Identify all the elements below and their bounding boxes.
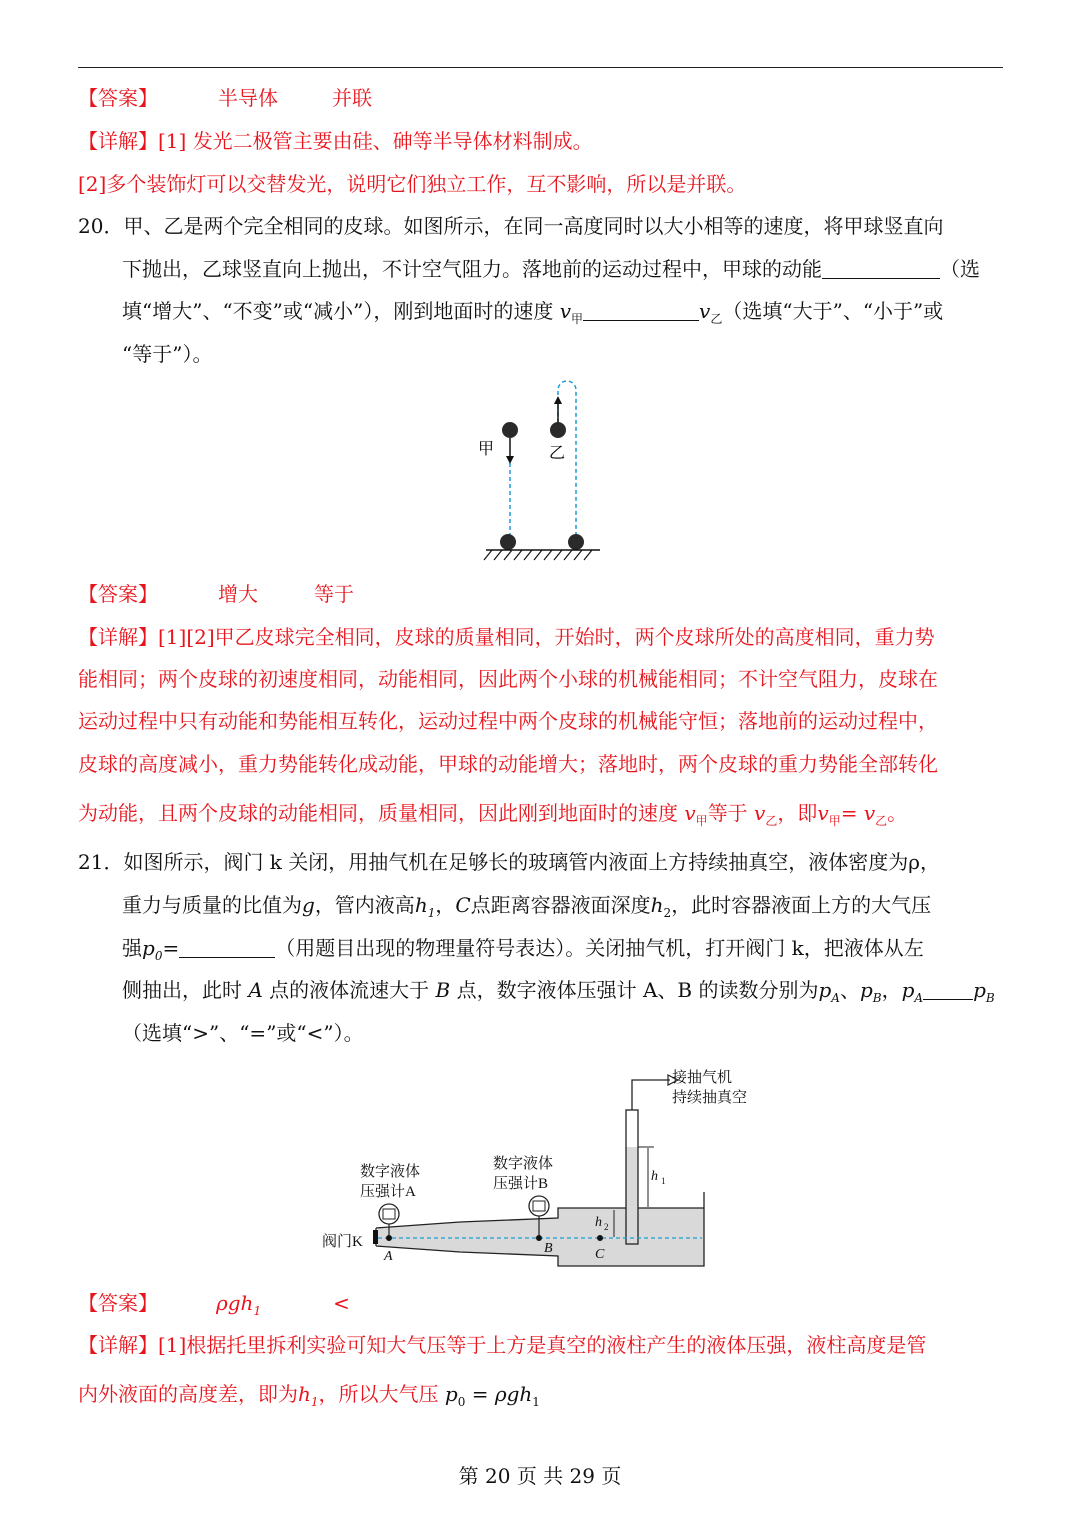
valve-label: 阀门K [322, 1234, 363, 1250]
q20-text-2: 下抛出，乙球竖直向上抛出，不计空气阻力。落地前的运动过程中，甲球的动能 （选 [122, 257, 980, 281]
question-text: 如图所示，阀门 k 关闭，用抽气机在足够长的玻璃管内液面上方持续抽真空，液体密度为ρ， [123, 850, 941, 874]
q20-text-1 [78, 212, 943, 240]
q19-detail-1 [78, 127, 593, 155]
gauge-a-label-1: 数字液体 [360, 1164, 421, 1180]
answer-value: 半导体 [218, 86, 278, 110]
gauge-b-label-1: 数字液体 [493, 1156, 554, 1172]
q20-detail-4: 皮球的高度减小，重力势能转化成动能，甲球的动能增大；落地时，两个皮球的重力势能全部转化 [78, 752, 938, 776]
h1-label: h [651, 1169, 658, 1184]
detail-text: [1][2]甲乙皮球完全相同，皮球的质量相同，开始时，两个皮球所处的高度相同，重力势 [158, 625, 935, 649]
point-c-label: C [595, 1247, 605, 1262]
svg-text:2: 2 [604, 1222, 609, 1232]
answer-value: 增大 [218, 582, 258, 606]
jia-ball-ground [500, 534, 516, 550]
q20-answer [78, 580, 354, 608]
q19-detail-2: [2]多个装饰灯可以交替发光，说明它们独立工作，互不影响，所以是并联。 [78, 172, 747, 196]
tube-liquid [626, 1147, 638, 1208]
ground-hatch [484, 550, 592, 560]
q20-detail-1 [78, 623, 935, 651]
q21-text-5: （选填“>”、“=”或“<”）。 [122, 1021, 364, 1045]
detail-text: [1] 发光二极管主要由硅、砷等半导体材料制成。 [158, 129, 593, 153]
yi-ball-start [550, 422, 566, 438]
answer-blank [822, 258, 940, 279]
q20-detail-3: 运动过程中只有动能和势能相互转化，运动过程中两个皮球的机械能守恒；落地前的运动过程中， [78, 709, 938, 733]
answer-tag: 【答案】 [78, 1291, 158, 1315]
yi-ball-ground [568, 534, 584, 550]
h2-label: h [595, 1215, 602, 1230]
answer-value: < [333, 1291, 350, 1315]
valve-k [373, 1230, 378, 1244]
detail-tag: 【详解】 [78, 129, 158, 153]
pump-label-2: 持续抽真空 [672, 1090, 748, 1106]
q20-text-3: 填“增大”、“不变”或“减小”），刚到地面时的速度 $v_甲$ $v_乙$（选填“大于”、“小于”或 [122, 299, 944, 326]
fig-label-yi: 乙 [549, 445, 566, 462]
jia-ball-start [502, 422, 518, 438]
q21-text-1 [78, 848, 940, 876]
q20-detail-5: 为动能，且两个皮球的动能相同，质量相同，因此刚到地面时的速度 $v_甲$等于 $v_乙$，即$v_甲= v_乙$。 [78, 801, 908, 828]
fig-label-jia: 甲 [478, 441, 495, 458]
detail-tag: 【详解】 [78, 1333, 158, 1357]
answer-blank [583, 300, 699, 321]
q19-answer [78, 84, 372, 112]
answer-value: 等于 [314, 582, 354, 606]
answer-blank [179, 937, 275, 958]
q21-text-3: 强$p_0=$ （用题目出现的物理量符号表达）。关闭抽气机，打开阀门 k，把液体从左 [122, 936, 924, 963]
page-footer: 第 20 页 共 29 页 [458, 1464, 622, 1488]
point-c [597, 1235, 603, 1241]
pump-pipe [632, 1080, 670, 1110]
point-a-label: A [384, 1249, 393, 1264]
detail-text: [1]根据托里拆利实验可知大气压等于上方是真空的液柱产生的液体压强，液柱高度是管 [158, 1333, 927, 1357]
svg-text:1: 1 [661, 1176, 666, 1186]
q21-text-2: 重力与质量的比值为g，管内液高$h_1$，C点距离容器液面深度$h_2$，此时容器液面上方的大气压 [122, 893, 932, 920]
answer-tag: 【答案】 [78, 86, 158, 110]
pump-label-1: 接抽气机 [672, 1070, 733, 1086]
answer-value: 并联 [332, 86, 372, 110]
q20-detail-2: 能相同；两个皮球的初速度相同，动能相同，因此两个小球的机械能相同；不计空气阻力，皮球在 [78, 667, 938, 691]
question-number: 20． [78, 214, 124, 238]
point-a [386, 1235, 392, 1241]
q21-answer: 【答案】 ρgh$_1$ < [78, 1291, 350, 1318]
question-text: 甲、乙是两个完全相同的皮球。如图所示，在同一高度同时以大小相等的速度，将甲球竖直向 [123, 214, 944, 238]
question-number: 21． [78, 850, 124, 874]
q21-detail-1 [78, 1331, 926, 1359]
q21-text-4: 侧抽出，此时 A 点的液体流速大于 B 点，数字液体压强计 A、B 的读数分别为$p_A$、$p_B$，$p_A$ $p_B$ [122, 978, 995, 1005]
detail-tag: 【详解】 [78, 625, 158, 649]
gauge-a-label-2: 压强计A [360, 1184, 416, 1200]
answer-value: ρgh [216, 1291, 254, 1315]
ball-throw-figure [470, 378, 610, 568]
q21-detail-2: 内外液面的高度差，即为$h_1$，所以大气压 $p_0 = \rho gh_1$ [78, 1382, 540, 1409]
point-b [536, 1235, 542, 1241]
q20-text-4: “等于”）。 [122, 342, 213, 366]
answer-blank [923, 979, 973, 1000]
answer-tag: 【答案】 [78, 582, 158, 606]
point-b-label: B [544, 1241, 553, 1256]
header-rule [78, 67, 1003, 68]
gauge-b-label-2: 压强计B [493, 1176, 549, 1192]
vacuum-pump-figure [318, 1062, 748, 1272]
